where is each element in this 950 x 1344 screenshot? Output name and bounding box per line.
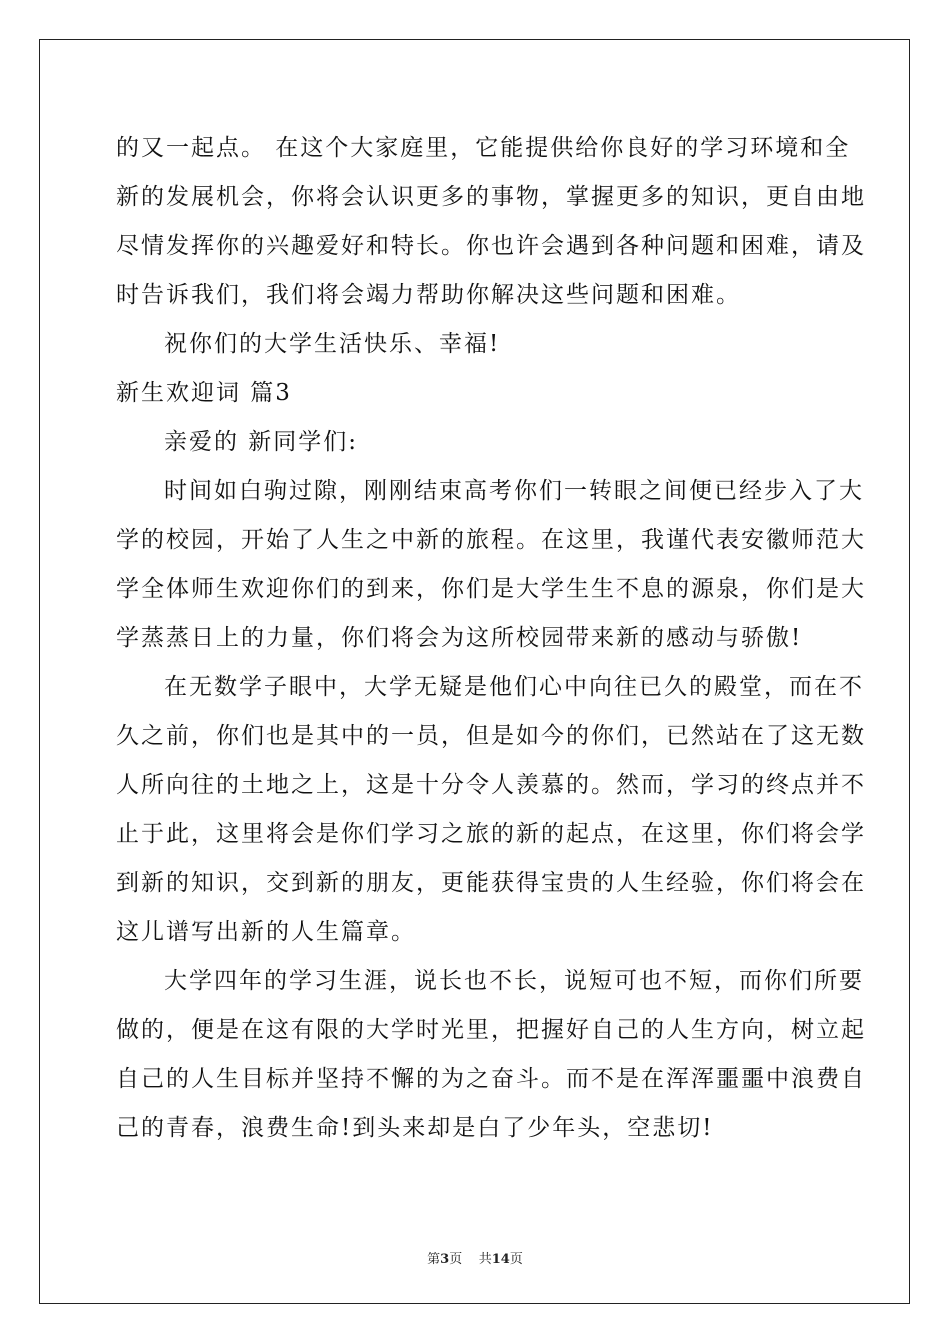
document-body (116, 124, 866, 1153)
text-line: 大学四年的学习生涯，说长也不长，说短可也不短，而你们所要 (164, 968, 864, 994)
text-line: 止于此，这里将会是你们学习之旅的新的起点，在这里，你们将会学 (116, 821, 866, 847)
text-line: 自己的人生目标并坚持不懈的为之奋斗。而不是在浑浑噩噩中浪费自 (116, 1066, 866, 1092)
text-line: 时告诉我们，我们将会竭力帮助你解决这些问题和困难。 (116, 282, 741, 308)
total-suffix: 页 (509, 1252, 523, 1267)
text-line: 学的校园，开始了人生之中新的旅程。在这里，我谨代表安徽师范大 (116, 527, 866, 553)
page-current: 3 (440, 1252, 450, 1267)
text-line: 做的，便是在这有限的大学时光里，把握好自己的人生方向，树立起 (116, 1017, 866, 1043)
page-total: 14 (491, 1252, 510, 1267)
page-suffix: 页 (449, 1252, 463, 1267)
page-footer (0, 1248, 950, 1267)
text-line: 这儿谱写出新的人生篇章。 (116, 919, 416, 945)
text-line: 学蒸蒸日上的力量，你们将会为这所校园带来新的感动与骄傲! (116, 625, 803, 651)
text-line: 人所向往的土地之上，这是十分令人羡慕的。然而，学习的终点并不 (116, 772, 866, 798)
text-line: 尽情发挥你的兴趣爱好和特长。你也许会遇到各种问题和困难，请及 (116, 233, 866, 259)
text-line: 的又一起点。 在这个大家庭里，它能提供给你良好的学习环境和全 (116, 135, 851, 161)
text-line: 在无数学子眼中，大学无疑是他们心中向往已久的殿堂，而在不 (164, 674, 864, 700)
text-line: 学全体师生欢迎你们的到来，你们是大学生生不息的源泉，你们是大 (116, 576, 866, 602)
total-prefix: 共 (478, 1252, 492, 1267)
text-line: 己的青春，浪费生命!到头来却是白了少年头，空悲切! (116, 1115, 714, 1141)
text-line: 新的发展机会，你将会认识更多的事物，掌握更多的知识，更自由地 (116, 184, 866, 210)
text-line: 时间如白驹过隙，刚刚结束高考你们一转眼之间便已经步入了大 (164, 478, 864, 504)
text-line: 祝你们的大学生活快乐、幸福! (164, 331, 501, 357)
page-prefix: 第 (427, 1252, 441, 1267)
text-line: 亲爱的 新同学们: (164, 429, 359, 455)
text-line: 到新的知识，交到新的朋友，更能获得宝贵的人生经验，你们将会在 (116, 870, 866, 896)
text-line: 新生欢迎词 篇3 (116, 380, 292, 406)
text-line: 久之前，你们也是其中的一员，但是如今的你们，已然站在了这无数 (116, 723, 866, 749)
